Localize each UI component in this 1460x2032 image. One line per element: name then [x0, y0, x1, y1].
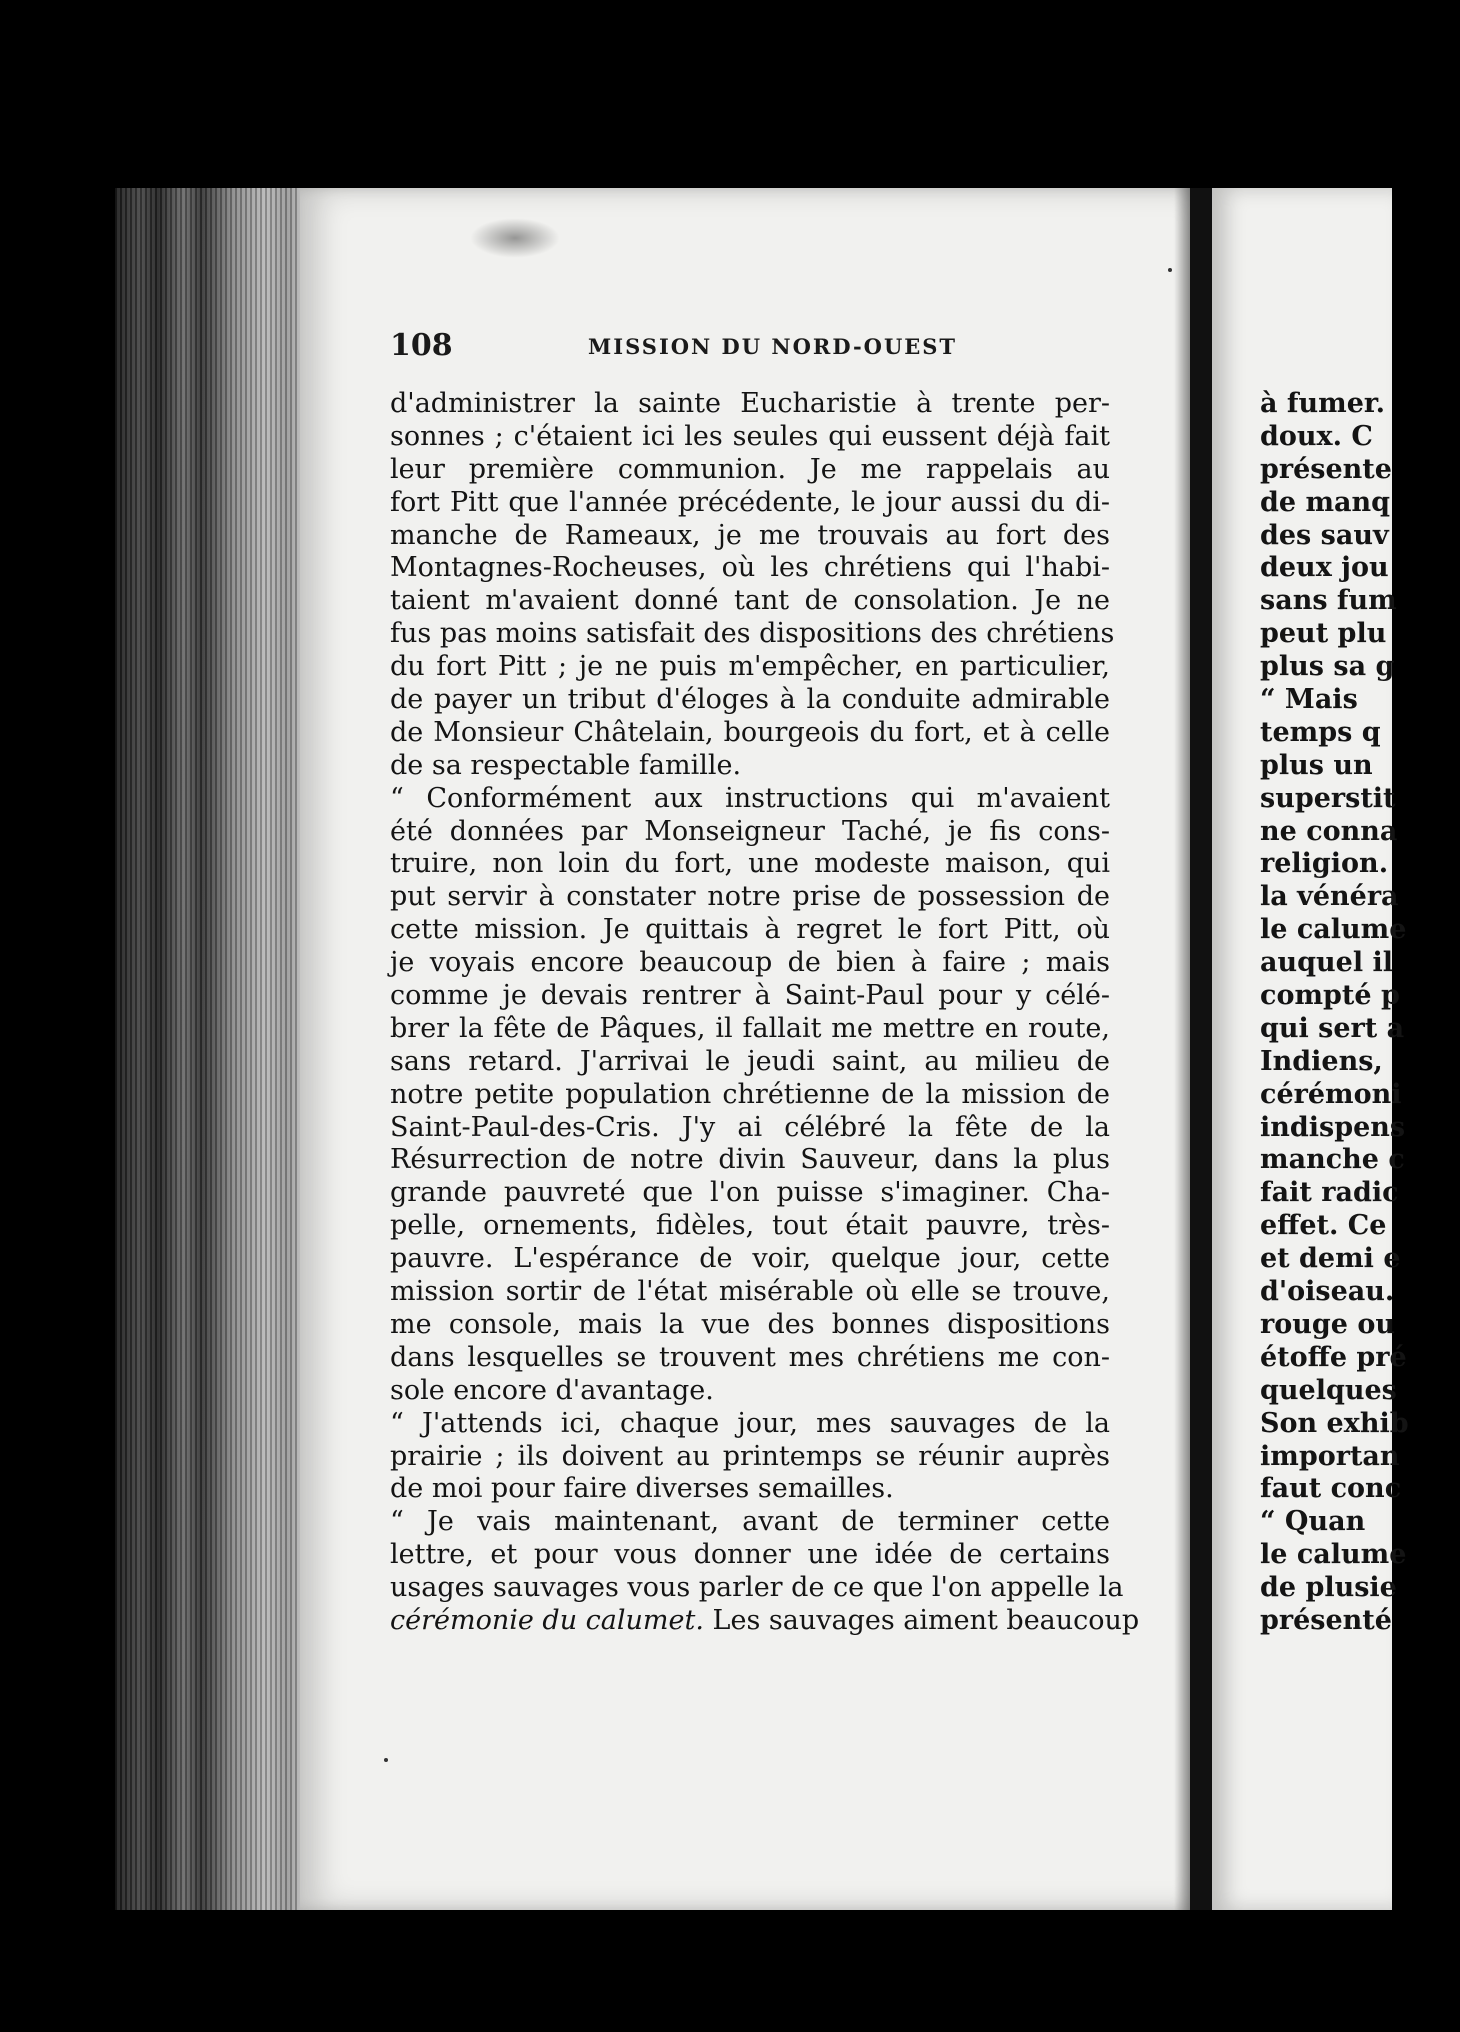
text-line: quelques	[1260, 1374, 1397, 1406]
text-line: de payer un tribut d'éloges à la conduite admirable	[390, 684, 1110, 716]
text-line: rouge ou	[1260, 1308, 1395, 1340]
text-line: comme je devais rentrer à Saint-Paul pour y célé-	[390, 980, 1110, 1012]
text-line: mission sortir de l'état misérable où elle se trouve,	[390, 1276, 1110, 1308]
text-line: manche de Rameaux, je me trouvais au fort des	[390, 519, 1110, 551]
text-line: grande pauvreté que l'on puisse s'imaginer. Cha-	[390, 1177, 1110, 1209]
text-line: de sa respectable famille.	[390, 749, 742, 781]
text-line: Résurrection de notre divin Sauveur, dans la plus	[390, 1144, 1110, 1176]
text-line: et demi e	[1260, 1243, 1401, 1275]
text-line: notre petite population chrétienne de la mission de	[390, 1078, 1110, 1110]
text-line: étoffe pré	[1260, 1341, 1407, 1373]
text-line: des sauv	[1260, 519, 1389, 551]
text-line: “ Conformément aux instructions qui m'avaient	[390, 782, 1110, 814]
text-line: de moi pour faire diverses semailles.	[390, 1473, 894, 1505]
book-gutter	[1190, 188, 1212, 1910]
text-line: ne conna	[1260, 815, 1398, 847]
text-line: peut plu	[1260, 618, 1387, 650]
text-line: “ Quan	[1260, 1506, 1366, 1538]
book-page-edges	[115, 188, 330, 1910]
text-line: sonnes ; c'étaient ici les seules qui eussent déjà fait	[390, 420, 1110, 452]
gutter-shadow	[1174, 188, 1190, 1910]
text-line: me console, mais la vue des bonnes dispositions	[390, 1308, 1110, 1340]
text-line: plus un	[1260, 749, 1373, 781]
text-line: le calume	[1260, 1539, 1407, 1571]
text-line: faut conc	[1260, 1473, 1402, 1505]
text-line: cérémoni	[1260, 1078, 1402, 1110]
ink-speck	[384, 1758, 388, 1762]
text-line: brer la fête de Pâques, il fallait me mettre en route,	[390, 1012, 1110, 1044]
text-line: fus pas moins satisfait des dispositions des chrétiens	[390, 618, 1115, 650]
text-line: cette mission. Je quittais à regret le fort Pitt, où	[390, 914, 1110, 946]
text-line: d'administrer la sainte Eucharistie à trente per-	[390, 388, 1110, 419]
text-line: put servir à constater notre prise de possession de	[390, 881, 1110, 913]
text-line: été données par Monseigneur Taché, je fis cons-	[390, 815, 1110, 847]
text-line: auquel il	[1260, 947, 1393, 979]
text-line: Indiens,	[1260, 1045, 1383, 1077]
italic-phrase: cérémonie du calumet.	[390, 1604, 704, 1636]
text-line: Saint-Paul-des-Cris. J'y ai célébré la fête de la	[390, 1111, 1110, 1143]
right-page-text	[1260, 388, 1460, 1638]
text-line: pelle, ornements, fidèles, tout était pauvre, très-	[390, 1210, 1110, 1242]
line-continuation: Les sauvages aiment beaucoup	[703, 1604, 1140, 1636]
text-line: compté p	[1260, 980, 1400, 1012]
text-line: manche c	[1260, 1144, 1405, 1176]
text-line: de Monsieur Châtelain, bourgeois du fort, et à celle	[390, 716, 1110, 748]
text-line: usages sauvages vous parler de ce que l'on appelle la	[390, 1572, 1124, 1604]
text-line: “ Mais	[1260, 684, 1358, 716]
text-line: présenté	[1260, 1604, 1392, 1636]
text-line: lettre, et pour vous donner une idée de certains	[390, 1539, 1110, 1571]
text-line	[390, 1604, 1140, 1638]
text-line: effet. Ce	[1260, 1210, 1387, 1242]
text-line: truire, non loin du fort, une modeste maison, qui	[390, 848, 1110, 880]
ink-smudge	[470, 218, 560, 258]
text-line: importan	[1260, 1440, 1400, 1472]
text-line: pauvre. L'espérance de voir, quelque jour, cette	[390, 1243, 1110, 1275]
text-line: “ Je vais maintenant, avant de terminer cette	[390, 1506, 1110, 1538]
text-line: Son exhib	[1260, 1407, 1409, 1439]
text-line: le calume	[1260, 914, 1407, 946]
text-line: je voyais encore beaucoup de bien à faire ; mais	[390, 947, 1110, 979]
text-line: doux. C	[1260, 420, 1373, 452]
text-line: qui sert a	[1260, 1012, 1405, 1044]
ink-speck	[1168, 268, 1172, 272]
page-header	[390, 328, 1110, 368]
text-line: superstit	[1260, 782, 1396, 814]
text-line: de plusie	[1260, 1572, 1397, 1604]
text-line: de manq	[1260, 486, 1391, 518]
text-line: sans fum	[1260, 585, 1397, 617]
text-line: sans retard. J'arrivai le jeudi saint, au milieu de	[390, 1045, 1110, 1077]
text-line: d'oiseau.	[1260, 1276, 1395, 1308]
text-line: Montagnes-Rocheuses, où les chrétiens qui l'habi-	[390, 552, 1110, 584]
text-line: deux jou	[1260, 552, 1389, 584]
text-line: à fumer.	[1260, 388, 1386, 419]
text-line: “ J'attends ici, chaque jour, mes sauvages de la	[390, 1407, 1110, 1439]
text-line: prairie ; ils doivent au printemps se réunir auprès	[390, 1440, 1110, 1472]
body-text	[390, 388, 1140, 1638]
text-line: fait radic	[1260, 1177, 1399, 1209]
text-line: fort Pitt que l'année précédente, le jour aussi du di-	[390, 486, 1110, 518]
text-line: religion.	[1260, 848, 1389, 880]
text-line: dans lesquelles se trouvent mes chrétiens me con-	[390, 1341, 1110, 1373]
page-number: 108	[390, 328, 453, 363]
text-line: temps q	[1260, 716, 1381, 748]
text-line: plus sa g	[1260, 651, 1395, 683]
text-line: taient m'avaient donné tant de consolation. Je ne	[390, 585, 1110, 617]
running-head: MISSION DU NORD-OUEST	[588, 334, 958, 359]
text-line: du fort Pitt ; je ne puis m'empêcher, en particulier,	[390, 651, 1110, 683]
text-line: la vénéra	[1260, 881, 1399, 913]
text-line: indispens	[1260, 1111, 1406, 1143]
text-line: sole encore d'avantage.	[390, 1374, 714, 1406]
text-line: leur première communion. Je me rappelais au	[390, 453, 1110, 485]
text-line: présente	[1260, 453, 1392, 485]
